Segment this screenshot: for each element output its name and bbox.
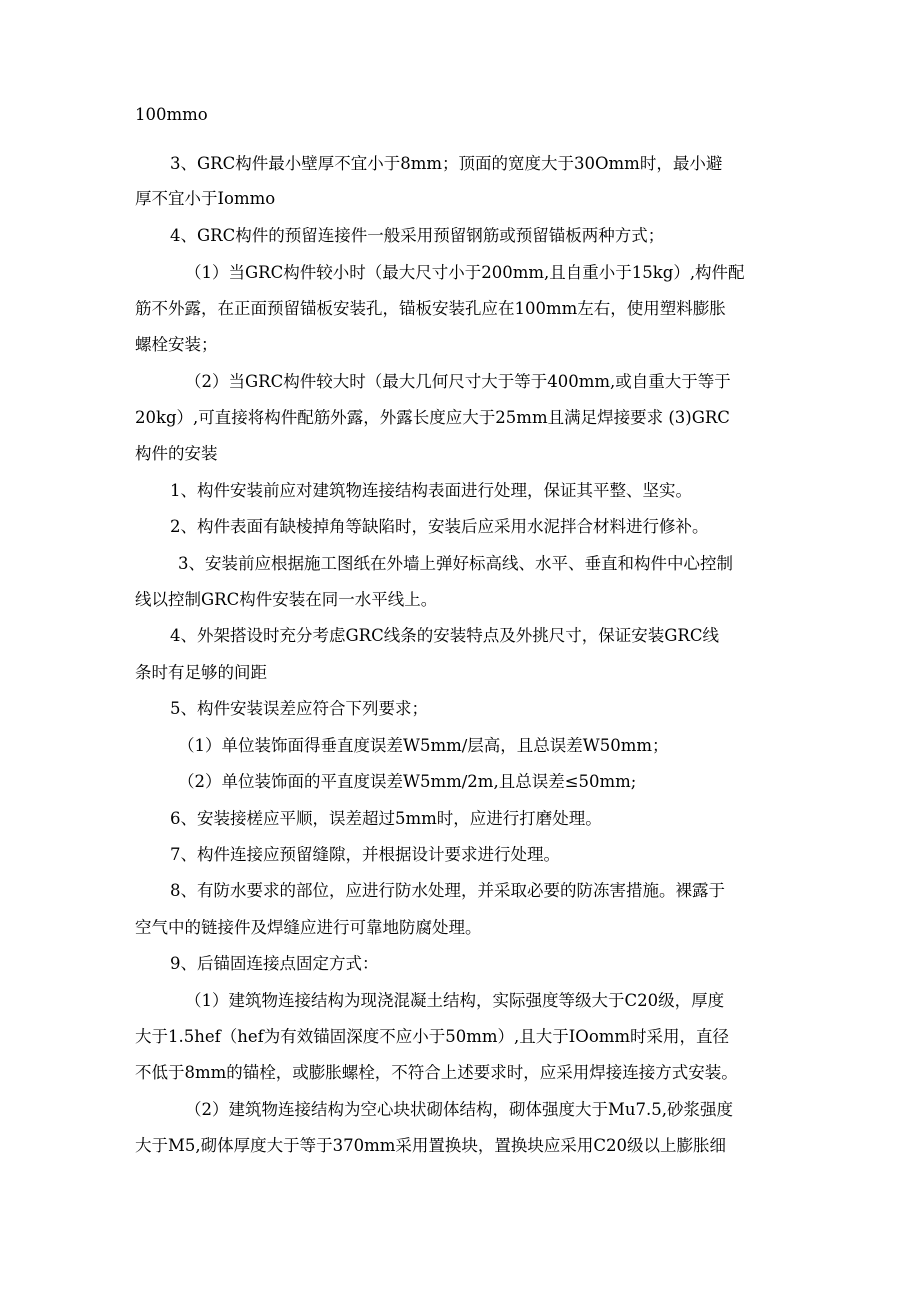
text-line: 筋不外露，在正面预留锚板安装孔，锚板安装孔应在100mm左右，使用塑料膨胀 (135, 299, 726, 318)
text-line: 线以控制GRC构件安装在同一水平线上。 (135, 590, 438, 609)
text-line: 6、安装接槎应平顺，误差超过5mm时，应进行打磨处理。 (170, 809, 602, 828)
text-line: 空气中的链接件及焊缝应进行可靠地防腐处理。 (135, 918, 482, 937)
text-line: 1、构件安装前应对建筑物连接结构表面进行处理，保证其平整、坚实。 (170, 481, 692, 500)
text-line: 构件的安装 (135, 444, 218, 463)
text-line: 4、外架搭设时充分考虑GRC线条的安装特点及外挑尺寸，保证安装GRC线 (170, 626, 719, 645)
text-line: 螺栓安装； (135, 335, 218, 354)
text-line: 厚不宜小于Iommo (135, 189, 276, 208)
text-line: 7、构件连接应预留缝隙，并根据设计要求进行处理。 (170, 845, 560, 864)
text-line: 大于M5,砌体厚度大于等于370mm采用置换块，置换块应采用C20级以上膨胀细 (135, 1136, 727, 1155)
text-line: 4、GRC构件的预留连接件一般采用预留钢筋或预留锚板两种方式； (170, 226, 665, 245)
text-line: 2、构件表面有缺棱掉角等缺陷时，安装后应采用水泥拌合材料进行修补。 (170, 517, 709, 536)
text-line: 3、GRC构件最小壁厚不宜小于8mm；顶面的宽度大于30Omm时，最小避 (170, 154, 723, 173)
text-line: 条时有足够的间距 (135, 663, 267, 682)
text-line: （2）建筑物连接结构为空心块状砌体结构，砌体强度大于Mu7.5,砂浆强度 (185, 1100, 734, 1119)
text-line: （1）单位装饰面得垂直度误差W5mm∕层高，且总误差W50mm； (178, 736, 669, 755)
text-line: 不低于8mm的锚栓，或膨胀螺栓，不符合上述要求时，应采用焊接连接方式安装。 (135, 1063, 738, 1082)
text-line: 20kg）,可直接将构件配筋外露，外露长度应大于25mm且满足焊接要求 (3)GRC (135, 408, 730, 427)
text-line: 100mmo (135, 105, 208, 124)
text-line: （1）当GRC构件较小时（最大尺寸小于200mm,且自重小于15kg）,构件配 (185, 263, 745, 282)
text-line: （2）单位装饰面的平直度误差W5mm∕2m,且总误差≤50mm; (178, 772, 637, 791)
text-line: 9、后锚固连接点固定方式： (170, 954, 379, 973)
text-line: 3、安装前应根据施工图纸在外墙上弹好标高线、水平、垂直和构件中心控制 (178, 554, 733, 573)
text-line: 5、构件安装误差应符合下列要求； (170, 699, 428, 718)
text-line: 大于1.5hef（hef为有效锚固深度不应小于50mm）,且大于IOomm时采用，直径 (135, 1027, 730, 1046)
text-line: （2）当GRC构件较大时（最大几何尺寸大于等于400mm,或自重大于等于 (185, 372, 731, 391)
text-line: （1）建筑物连接结构为现浇混凝土结构，实际强度等级大于C20级，厚度 (185, 991, 725, 1010)
text-line: 8、有防水要求的部位，应进行防水处理，并采取必要的防冻害措施。裸露于 (170, 881, 725, 900)
